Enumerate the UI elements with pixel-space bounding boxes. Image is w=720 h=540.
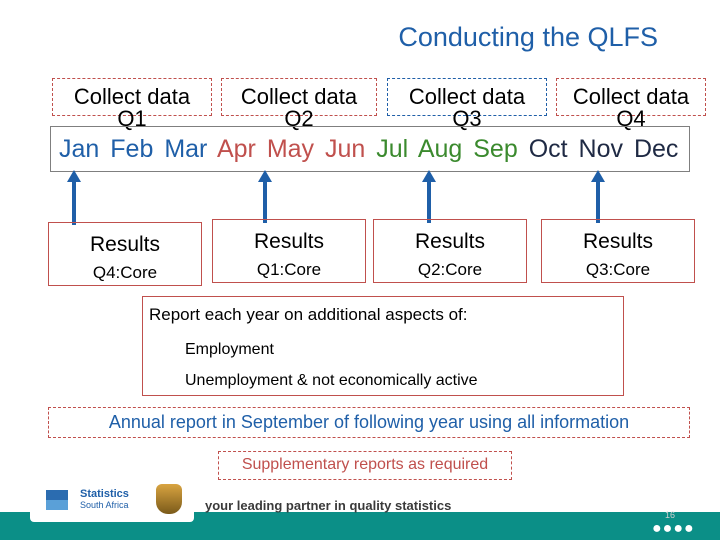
- report-item-employment: Employment: [185, 341, 274, 358]
- month-label: Feb: [110, 135, 154, 163]
- month-label: May: [266, 135, 315, 163]
- results-label: Results: [89, 233, 161, 256]
- footer-tagline: your leading partner in quality statistics: [205, 498, 452, 513]
- arrow-shaft: [596, 181, 600, 223]
- slide-title: Conducting the QLFS: [398, 22, 658, 52]
- report-title: Report each year on additional aspects of:: [149, 305, 468, 324]
- results-sub: Q4:Core: [92, 263, 158, 282]
- quarter-label: Collect data: [73, 84, 191, 109]
- month-label: Jan: [59, 135, 100, 163]
- month-label: Jun: [325, 135, 366, 163]
- logo-name: Statistics: [80, 488, 129, 500]
- dots-decoration-icon: ●●●●: [652, 520, 695, 537]
- quarter-box-q3: [387, 78, 547, 131]
- quarter-number: Q1: [117, 106, 147, 131]
- page-number: 16: [665, 510, 676, 520]
- quarter-label: Collect data: [408, 84, 526, 109]
- coat-of-arms-icon: [156, 484, 182, 514]
- results-label: Results: [582, 230, 654, 253]
- month-label: Apr: [216, 135, 256, 163]
- month-label: Aug: [417, 135, 463, 163]
- results-box-q2: [373, 219, 527, 283]
- month-label: Nov: [578, 135, 624, 163]
- results-box-q4: [48, 222, 202, 286]
- results-box-q3: [541, 219, 695, 283]
- results-label: Results: [414, 230, 486, 253]
- quarter-number: Q2: [284, 106, 314, 131]
- quarter-box-q4: [556, 78, 706, 131]
- arrow-shaft: [72, 181, 76, 225]
- arrow-shaft: [263, 181, 267, 223]
- quarter-box-q2: [221, 78, 377, 131]
- month-label: Jul: [376, 135, 409, 163]
- supplementary-reports-box: Supplementary reports as required: [218, 451, 512, 480]
- quarter-label: Collect data: [572, 84, 690, 109]
- month-label: Mar: [164, 135, 208, 163]
- arrow-shaft: [427, 181, 431, 223]
- report-item-unemployment: Unemployment & not economically active: [185, 372, 478, 389]
- results-box-q1: [212, 219, 366, 283]
- quarter-box-q1: [52, 78, 212, 131]
- quarter-label: Collect data: [240, 84, 358, 109]
- month-label: Dec: [633, 135, 679, 163]
- results-sub: Q2:Core: [417, 260, 483, 279]
- stats-sa-logo-icon: [46, 490, 68, 510]
- month-label: Oct: [528, 135, 568, 163]
- additional-report-box: [142, 296, 624, 396]
- annual-report-box: Annual report in September of following year using all information: [48, 407, 690, 438]
- results-label: Results: [253, 230, 325, 253]
- month-label: Sep: [473, 135, 518, 163]
- months-timeline: [50, 126, 690, 172]
- results-sub: Q3:Core: [585, 260, 651, 279]
- results-sub: Q1:Core: [256, 260, 322, 279]
- logo-subtitle: South Africa: [80, 500, 129, 510]
- quarter-number: Q3: [452, 106, 482, 131]
- quarter-number: Q4: [616, 106, 646, 131]
